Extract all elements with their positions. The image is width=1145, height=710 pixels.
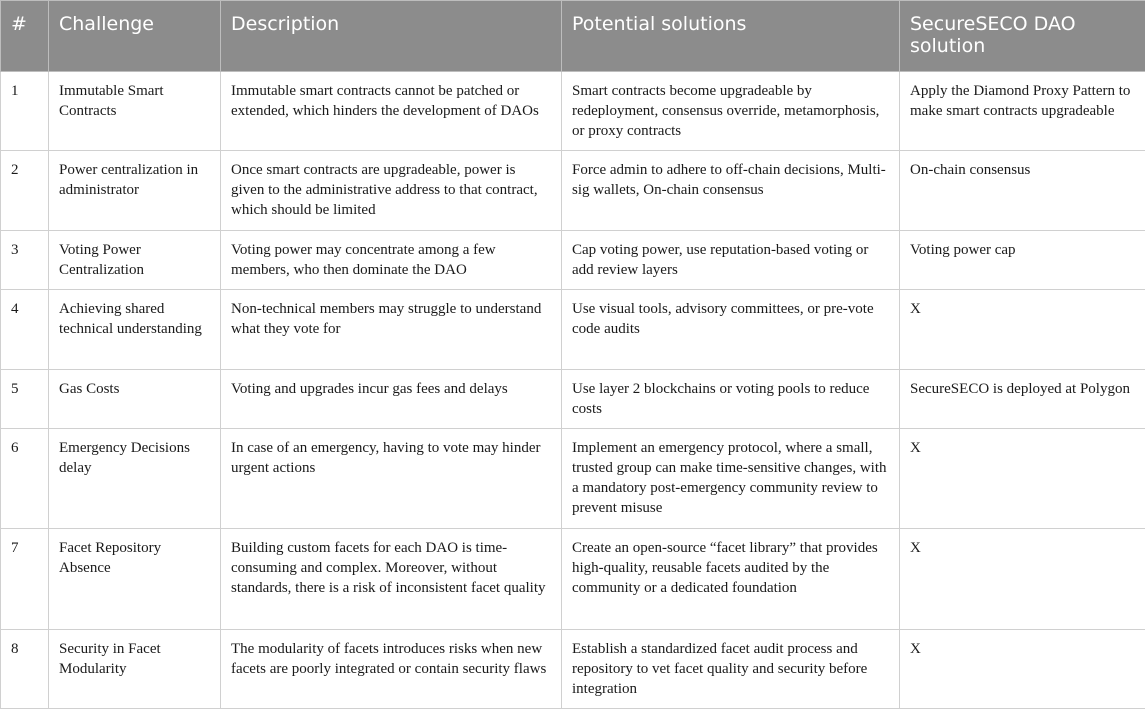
cell-number: 3 <box>1 231 49 290</box>
header-challenge: Challenge <box>49 1 221 72</box>
table-row <box>1 72 1145 151</box>
cell-potential-solutions: Cap voting power, use reputation-based voting or add review layers <box>562 231 900 290</box>
cell-number: 7 <box>1 529 49 630</box>
cell-dao-solution: SecureSECO is deployed at Polygon <box>900 370 1145 429</box>
header-number: # <box>1 1 49 72</box>
cell-potential-solutions: Create an open-source “facet library” that provides high-quality, reusable facets audited by the community or a dedicated foundation <box>562 529 900 630</box>
cell-description: Building custom facets for each DAO is time-consuming and complex. Moreover, without standards, there is a risk of inconsistent facet quality <box>221 529 562 630</box>
cell-number: 6 <box>1 429 49 529</box>
cell-potential-solutions: Force admin to adhere to off-chain decisions, Multi-sig wallets, On-chain consensus <box>562 151 900 231</box>
cell-description: Non-technical members may struggle to understand what they vote for <box>221 290 562 370</box>
cell-potential-solutions: Establish a standardized facet audit process and repository to vet facet quality and security before integration <box>562 630 900 709</box>
table-row <box>1 429 1145 529</box>
cell-dao-solution: X <box>900 630 1145 709</box>
cell-number: 1 <box>1 72 49 151</box>
cell-challenge: Power centralization in administrator <box>49 151 221 231</box>
cell-description: Voting and upgrades incur gas fees and delays <box>221 370 562 429</box>
cell-potential-solutions: Smart contracts become upgradeable by redeployment, consensus override, metamorphosis, or proxy contracts <box>562 72 900 151</box>
table-row <box>1 529 1145 630</box>
table-row <box>1 630 1145 709</box>
cell-description: In case of an emergency, having to vote may hinder urgent actions <box>221 429 562 529</box>
cell-challenge: Achieving shared technical understanding <box>49 290 221 370</box>
cell-description: Voting power may concentrate among a few members, who then dominate the DAO <box>221 231 562 290</box>
cell-dao-solution: X <box>900 429 1145 529</box>
cell-potential-solutions: Use layer 2 blockchains or voting pools to reduce costs <box>562 370 900 429</box>
cell-dao-solution: Apply the Diamond Proxy Pattern to make smart contracts upgradeable <box>900 72 1145 151</box>
cell-challenge: Voting Power Centralization <box>49 231 221 290</box>
header-dao-solution: SecureSECO DAO solution <box>900 1 1145 72</box>
cell-description: Once smart contracts are upgradeable, power is given to the administrative address to that contract, which should be limited <box>221 151 562 231</box>
cell-number: 8 <box>1 630 49 709</box>
table-row <box>1 231 1145 290</box>
cell-dao-solution: X <box>900 290 1145 370</box>
cell-potential-solutions: Implement an emergency protocol, where a small, trusted group can make time-sensitive changes, with a mandatory post-emergency community review to prevent misuse <box>562 429 900 529</box>
table-row <box>1 370 1145 429</box>
cell-description: The modularity of facets introduces risks when new facets are poorly integrated or contain security flaws <box>221 630 562 709</box>
table-body <box>1 72 1145 709</box>
header-row <box>1 1 1145 72</box>
table-row <box>1 290 1145 370</box>
cell-number: 4 <box>1 290 49 370</box>
cell-challenge: Gas Costs <box>49 370 221 429</box>
cell-challenge: Emergency Decisions delay <box>49 429 221 529</box>
cell-challenge: Security in Facet Modularity <box>49 630 221 709</box>
header-description: Description <box>221 1 562 72</box>
table-header <box>1 1 1145 72</box>
cell-dao-solution: Voting power cap <box>900 231 1145 290</box>
cell-number: 2 <box>1 151 49 231</box>
cell-challenge: Immutable Smart Contracts <box>49 72 221 151</box>
cell-description: Immutable smart contracts cannot be patched or extended, which hinders the development of DAOs <box>221 72 562 151</box>
cell-dao-solution: On-chain consensus <box>900 151 1145 231</box>
cell-challenge: Facet Repository Absence <box>49 529 221 630</box>
cell-dao-solution: X <box>900 529 1145 630</box>
header-potential-solutions: Potential solutions <box>562 1 900 72</box>
cell-potential-solutions: Use visual tools, advisory committees, or pre-vote code audits <box>562 290 900 370</box>
table-row <box>1 151 1145 231</box>
cell-number: 5 <box>1 370 49 429</box>
